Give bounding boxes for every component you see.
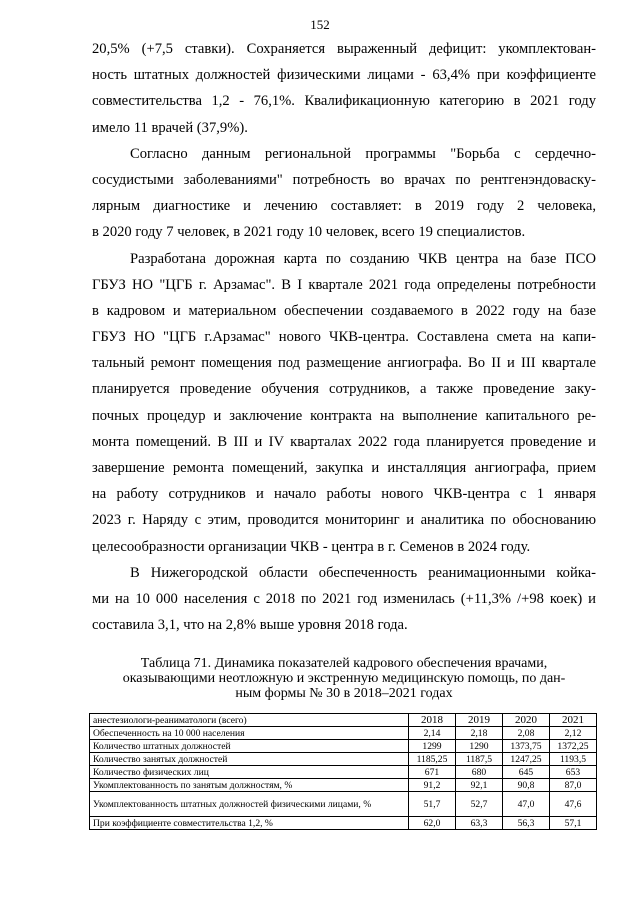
table-cell: 52,7 <box>456 792 503 817</box>
table-row <box>90 817 597 830</box>
text-line: монта помещений. В III и IV кварталах 2022 года планируется проведение и <box>92 433 596 450</box>
caption-line: ным формы № 30 в 2018–2021 годах <box>235 686 453 701</box>
text-line: почных процедур и заключение контракта на выполнение капитального ре- <box>92 407 596 424</box>
header-cell: 2021 <box>550 714 597 727</box>
table-cell: 2,18 <box>456 727 503 740</box>
table-cell: 63,3 <box>456 817 503 830</box>
row-label: Обеспеченность на 10 000 населения <box>90 727 409 740</box>
table-caption <box>92 656 596 701</box>
table-cell: 92,1 <box>456 779 503 792</box>
table-cell: 1299 <box>409 740 456 753</box>
text-line: ГБУЗ НО "ЦГБ г.Арзамас" нового ЧКВ-центра. Составлена смета на капи- <box>92 329 596 346</box>
caption-line: Таблица 71. Динамика показателей кадрового обеспечения врачами, <box>140 656 548 671</box>
table-cell: 1187,5 <box>456 753 503 766</box>
table-header-row <box>90 714 597 727</box>
caption-line: оказывающими неотложную и экстренную медицинскую помощь, по дан- <box>122 671 566 686</box>
table-cell: 56,3 <box>503 817 550 830</box>
text-line: 20,5% (+7,5 ставки). Сохраняется выраженный дефицит: укомплектован- <box>92 41 596 57</box>
header-cell: 2018 <box>409 714 456 727</box>
table-cell: 645 <box>503 766 550 779</box>
row-label: Укомплектованность штатных должностей физическими лицами, % <box>90 792 409 817</box>
table-row <box>90 727 597 740</box>
table-cell: 1290 <box>456 740 503 753</box>
row-label: При коэффициенте совместительства 1,2, % <box>90 817 409 830</box>
text-line: ность штатных должностей физическими лицами - 63,4% при коэффициенте <box>92 67 596 84</box>
table-cell: 57,1 <box>550 817 597 830</box>
text-line: ГБУЗ НО "ЦГБ г. Арзамас". В I квартале 2021 года определены потребности <box>92 276 596 293</box>
header-cell: анестезиологи-реаниматологи (всего) <box>90 714 409 727</box>
text-line: сосудистыми заболеваниями" потребность во врачах по рентгенэндоваску- <box>92 171 596 188</box>
text-line: в 2020 году 7 человек, в 2021 году 10 человек, всего 19 специалистов. <box>92 224 526 241</box>
text-line: В Нижегородской области обеспеченность реанимационными койка- <box>130 564 596 581</box>
row-label: Количество физических лиц <box>90 766 409 779</box>
page-number: 152 <box>310 17 330 32</box>
table-cell: 47,6 <box>550 792 597 817</box>
text-line: целесообразности организации ЧКВ - центра в г. Семенов в 2024 году. <box>92 538 531 555</box>
table-cell: 2,08 <box>503 727 550 740</box>
header-cell: 2020 <box>503 714 550 727</box>
table-cell: 680 <box>456 766 503 779</box>
header-cell: 2019 <box>456 714 503 727</box>
table-row <box>90 766 597 779</box>
text-line: лярным диагностике и лечению составляет: в 2019 году 2 человека, <box>92 198 596 215</box>
text-line: Разработана дорожная карта по созданию ЧКВ центра на базе ПСО <box>130 250 596 267</box>
table-cell: 671 <box>409 766 456 779</box>
table-row <box>90 792 597 817</box>
table-cell: 1185,25 <box>409 753 456 766</box>
body-text <box>92 36 596 638</box>
table-cell: 1372,25 <box>550 740 597 753</box>
text-line: ми на 10 000 населения с 2018 по 2021 год изменилась (+11,3% /+98 коек) и <box>92 590 596 607</box>
text-line: тальный ремонт помещения под размещение ангиографа. Во II и III квартале <box>92 355 596 372</box>
text-line: 2023 г. Наряду с этим, проводится мониторинг и аналитика по обоснованию <box>92 512 596 529</box>
text-line: планируется проведение обучения сотрудников, а также проведение заку- <box>92 381 596 398</box>
table-cell: 2,14 <box>409 727 456 740</box>
text-line: в кадровом и материальном обеспечении создаваемого в 2022 году на базе <box>92 302 596 319</box>
table-cell: 653 <box>550 766 597 779</box>
text-line: на работу сотрудников и начало работы нового ЧКВ-центра с 1 января <box>92 486 596 503</box>
row-label: Количество штатных должностей <box>90 740 409 753</box>
table-cell: 1373,75 <box>503 740 550 753</box>
row-label: Укомплектованность по занятым должностям, % <box>90 779 409 792</box>
text-line: совместительства 1,2 - 76,1%. Квалификационную категорию в 2021 году <box>92 93 596 110</box>
table-row <box>90 779 597 792</box>
table-cell: 62,0 <box>409 817 456 830</box>
text-line: имело 11 врачей (37,9%). <box>92 119 248 136</box>
table-cell: 51,7 <box>409 792 456 817</box>
staffing-table <box>89 713 597 830</box>
text-line: завершение ремонта помещений, закупка и инсталляция ангиографа, прием <box>92 460 596 476</box>
text-line: Согласно данным региональной программы "Борьба с сердечно- <box>130 145 596 162</box>
table-cell: 87,0 <box>550 779 597 792</box>
table-row <box>90 753 597 766</box>
table-cell: 2,12 <box>550 727 597 740</box>
row-label: Количество занятых должностей <box>90 753 409 766</box>
table-cell: 1247,25 <box>503 753 550 766</box>
table-cell: 47,0 <box>503 792 550 817</box>
table-row <box>90 740 597 753</box>
table-cell: 91,2 <box>409 779 456 792</box>
table-cell: 90,8 <box>503 779 550 792</box>
text-line: составила 3,1, что на 2,8% выше уровня 2018 года. <box>92 617 408 634</box>
table-cell: 1193,5 <box>550 753 597 766</box>
